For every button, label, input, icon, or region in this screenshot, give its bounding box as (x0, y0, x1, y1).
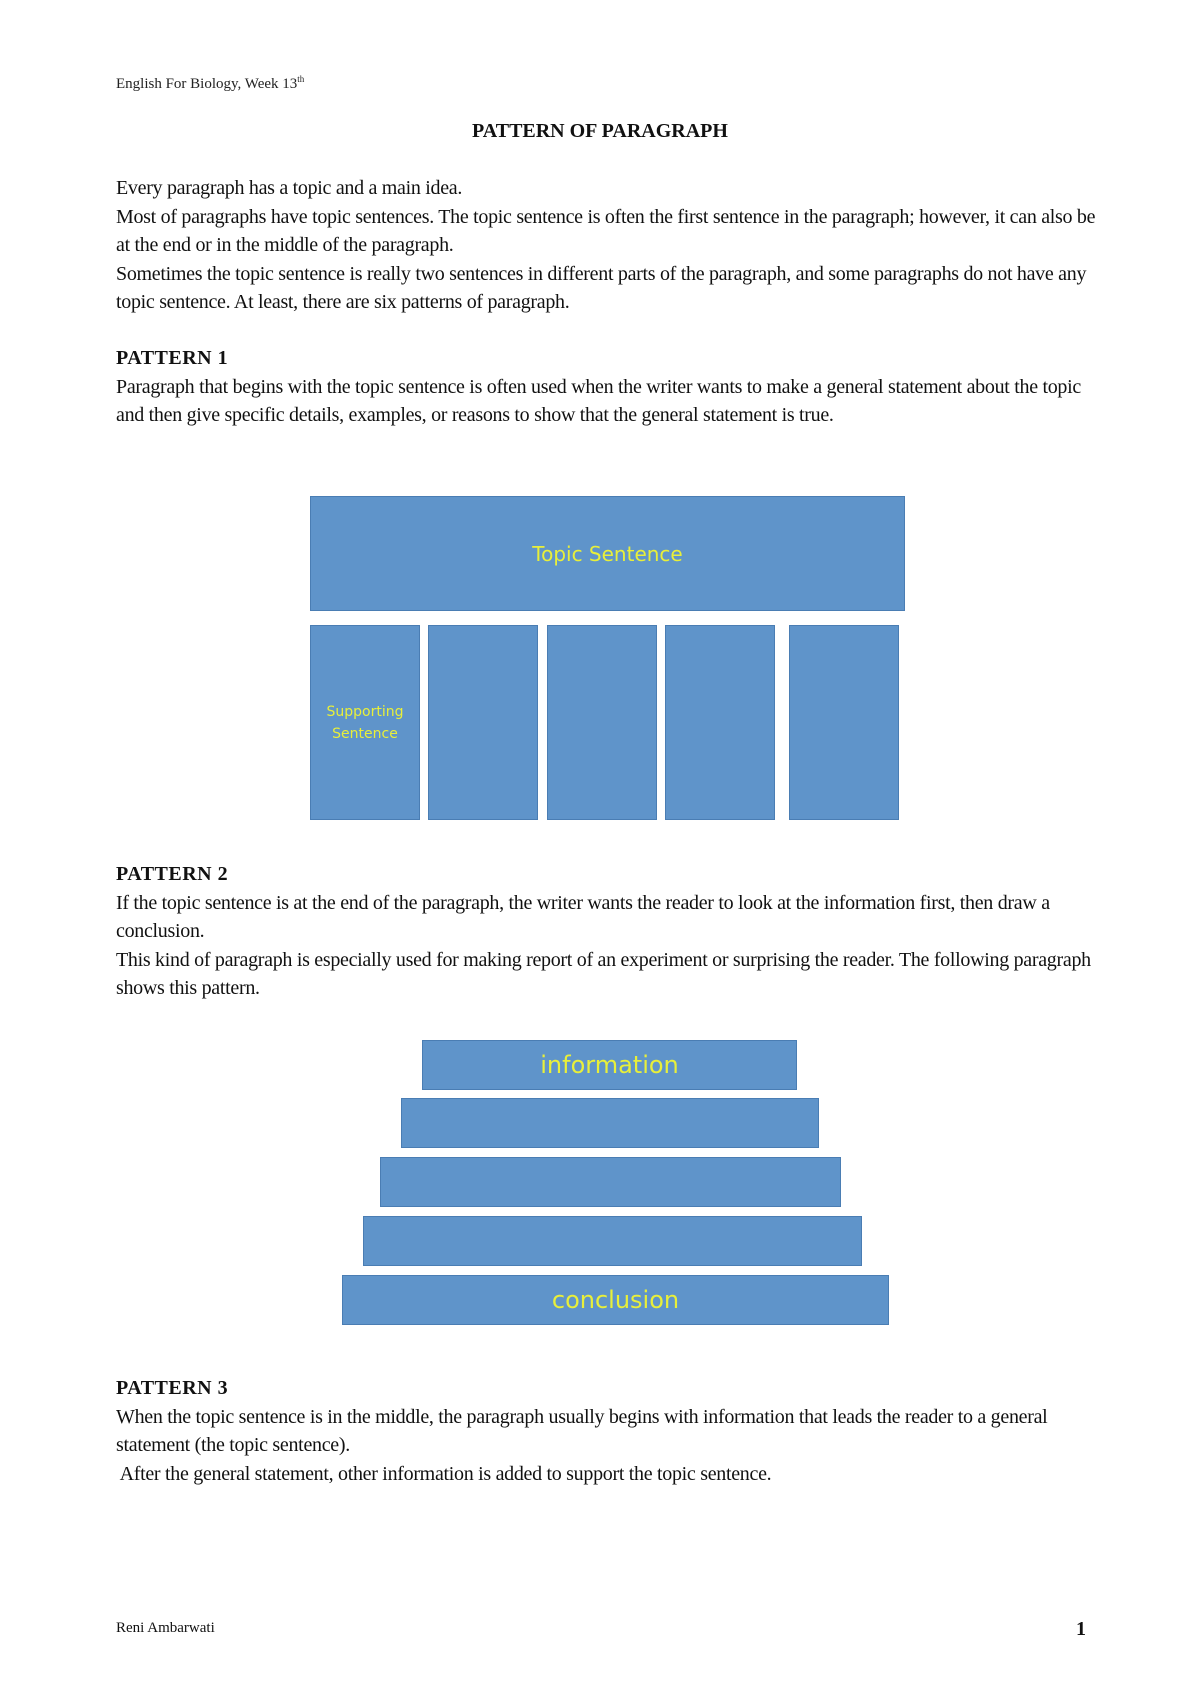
pattern2-paragraph-2: This kind of paragraph is especially used for making report of an experiment or surprising the reader. The following paragraph shows this pattern. (116, 948, 1091, 999)
information-step (422, 1040, 797, 1090)
conclusion-step (342, 1275, 889, 1325)
pattern2-heading: PATTERN 2 (116, 863, 229, 885)
pattern1-heading: PATTERN 1 (116, 347, 229, 369)
pattern1-section (116, 344, 1096, 430)
course-suffix: th (297, 74, 305, 84)
intro-paragraph-3: Sometimes the topic sentence is really two sentences in different parts of the paragraph, and some paragraphs do not have any topic sentence. At least, there are six patterns of paragraph. (116, 262, 1087, 313)
pattern2-section (116, 860, 1096, 1003)
pattern3-paragraph-2: After the general statement, other information is added to support the topic sentence. (116, 1462, 772, 1485)
step-2 (401, 1098, 819, 1148)
topic-sentence-box (310, 496, 905, 611)
pattern3-paragraph-1: When the topic sentence is in the middle, the paragraph usually begins with information that leads the reader to a general statement (the topic sentence). (116, 1405, 1048, 1456)
step-3 (380, 1157, 841, 1207)
intro-section (116, 174, 1096, 317)
intro-paragraph-1: Every paragraph has a topic and a main idea. (116, 177, 463, 199)
step-4 (363, 1216, 862, 1266)
page-number: 1 (1076, 1618, 1086, 1640)
intro-paragraph-2: Most of paragraphs have topic sentences. The topic sentence is often the first sentence in the paragraph; however, it can also be at the end or in the middle of the paragraph. (116, 205, 1096, 256)
pattern1-paragraph: Paragraph that begins with the topic sentence is often used when the writer wants to make a general statement about the topic and then give specific details, examples, or reasons to show that the general statement is true. (116, 375, 1081, 426)
supporting-sentence-label: Supporting Sentence (326, 703, 404, 742)
course-label: English For Biology, Week 13 (116, 76, 298, 92)
supporting-sentence-column-2 (428, 625, 538, 820)
running-header (116, 74, 304, 93)
pattern3-heading: PATTERN 3 (116, 1377, 229, 1399)
information-label: information (540, 1051, 679, 1079)
pattern2-paragraph-1: If the topic sentence is at the end of the paragraph, the writer wants the reader to look at the information first, then draw a conclusion. (116, 891, 1050, 942)
supporting-sentence-column-1 (310, 625, 420, 820)
pattern3-section (116, 1374, 1096, 1488)
supporting-sentence-column-4 (665, 625, 775, 820)
supporting-sentence-column-5 (789, 625, 899, 820)
footer-author: Reni Ambarwati (116, 1620, 215, 1636)
supporting-sentence-column-3 (547, 625, 657, 820)
topic-sentence-label: Topic Sentence (532, 541, 683, 566)
page-title: PATTERN OF PARAGRAPH (472, 120, 728, 142)
conclusion-label: conclusion (551, 1286, 680, 1314)
